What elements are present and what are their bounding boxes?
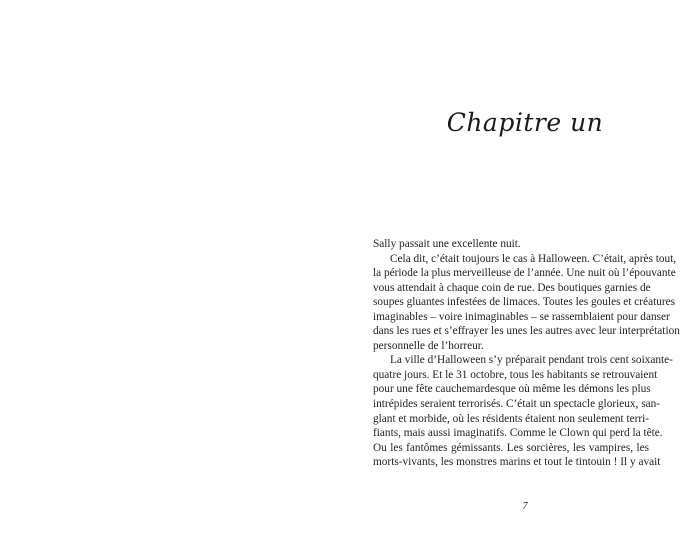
text-line: La ville d’Halloween s’y préparait pendant trois cent soixante- bbox=[390, 354, 673, 367]
text-line: personnelle de l’horreur. bbox=[373, 339, 484, 352]
body-text bbox=[373, 237, 680, 470]
text-line: dans les rues et s’effrayer les unes les autres avec leur interprétation bbox=[373, 325, 680, 338]
text-line: la période la plus merveilleuse de l’année. Une nuit où l’épouvante bbox=[373, 267, 676, 280]
text-line: soupes gluantes infestées de limaces. Toutes les goules et créatures bbox=[373, 296, 676, 309]
text-line: morts-vivants, les monstres marins et tout le tintouin ! Il y avait bbox=[373, 456, 661, 469]
text-line: glant et morbide, où les résidents étaient non seulement terri- bbox=[373, 412, 650, 425]
page-number: 7 bbox=[522, 501, 528, 512]
text-line: fiants, mais aussi imaginatifs. Comme le Clown qui perd la tête. bbox=[373, 427, 663, 440]
text-line: pour une fête cauchemardesque où même les démons les plus bbox=[373, 383, 651, 396]
text-line: intrépides seraient terrorisés. C’était un spectacle glorieux, san- bbox=[373, 398, 661, 411]
text-line: Ou les fantômes gémissants. Les sorcières, les vampires, les bbox=[373, 441, 649, 454]
text-line: vous attendait à chaque coin de rue. Des boutiques garnies de bbox=[373, 281, 651, 294]
chapter-title: Chapitre un bbox=[446, 108, 604, 137]
text-line: Cela dit, c’était toujours le cas à Halloween. C’était, après tout, bbox=[390, 252, 677, 265]
text-line: Sally passait une excellente nuit. bbox=[373, 238, 521, 250]
text-line: imaginables – voire inimaginables – se rassemblaient pour danser bbox=[373, 310, 670, 323]
text-line: quatre jours. Et le 31 octobre, tous les habitants se retrouvaient bbox=[373, 368, 658, 381]
